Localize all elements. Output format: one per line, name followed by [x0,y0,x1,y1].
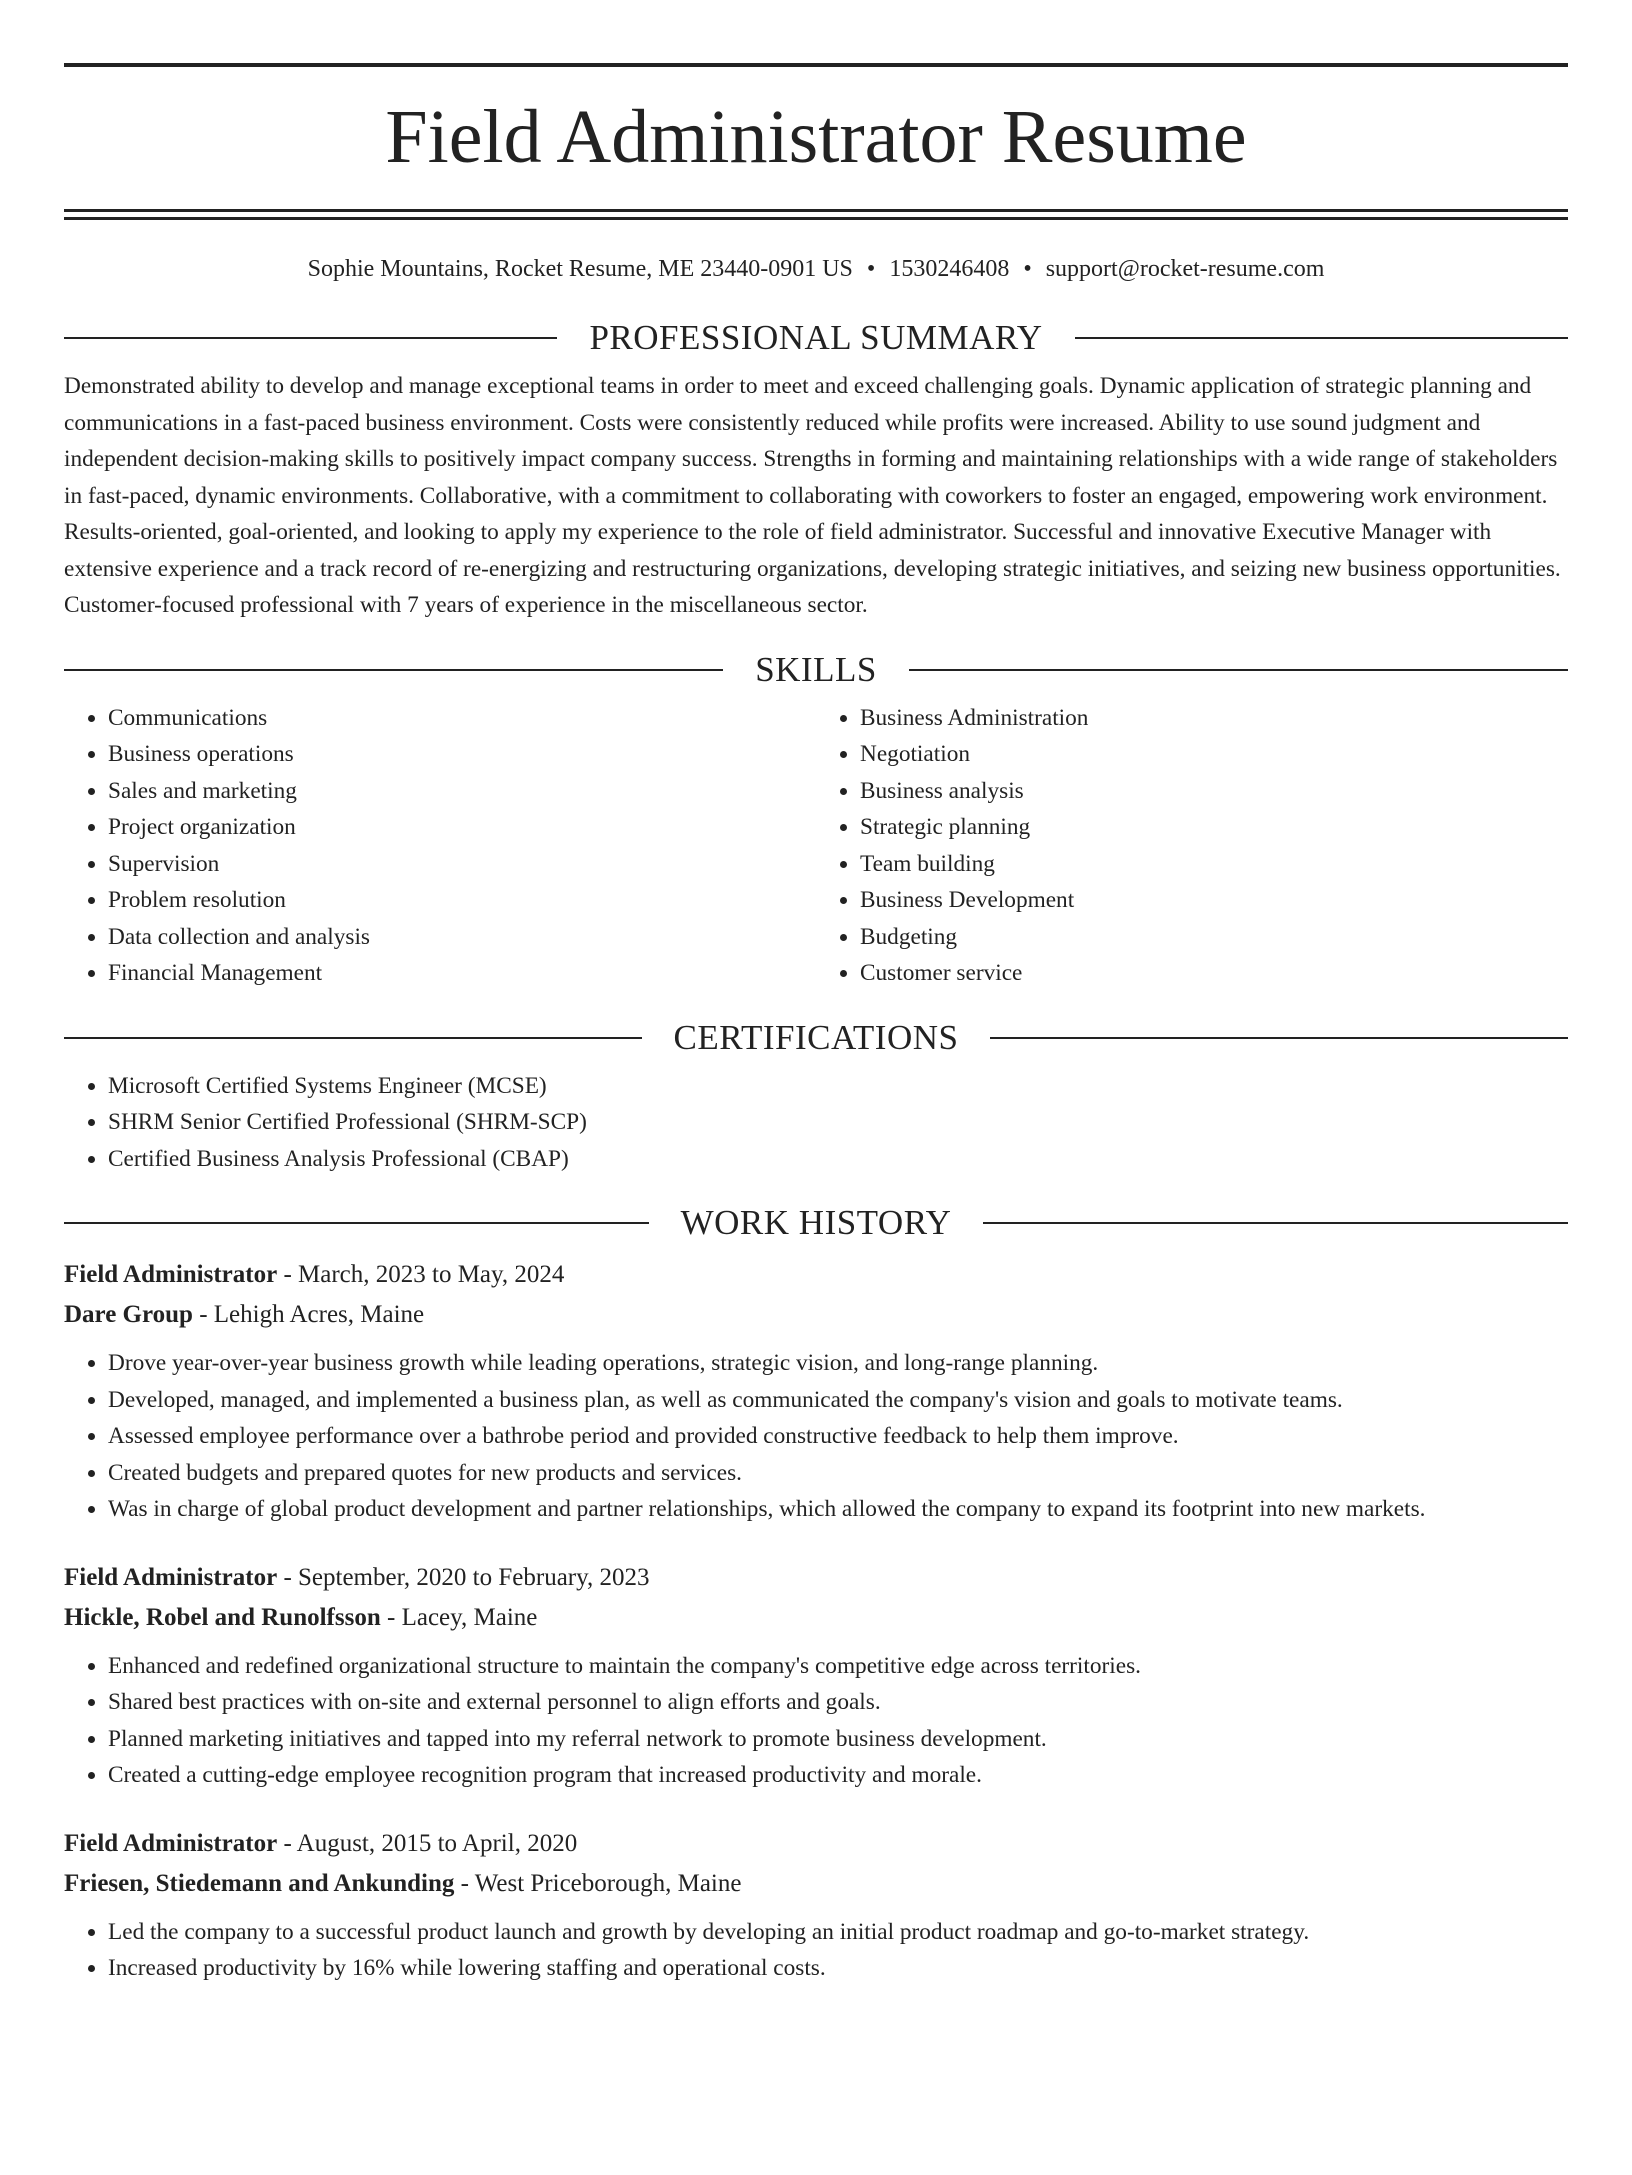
heading-rule [1075,337,1568,339]
heading-rule [64,337,557,339]
job-bullet: • Assessed employee performance over a bathrobe period and provided constructive feedback to help them improve. [108,1418,1568,1455]
job-bullet: • Drove year-over-year business growth while leading operations, strategic vision, and long-range planning. [108,1345,1568,1382]
job-company: Dare Group [64,1301,193,1328]
job-title-line [64,1255,1568,1295]
contact-separator: • [1023,256,1032,282]
job-company: Friesen, Stiedemann and Ankunding [64,1869,455,1897]
skills-left-column [64,700,816,992]
section-heading-skills [64,650,1568,690]
skills-list [64,700,1568,992]
job-bullets [64,1914,1568,1987]
heading-rule [990,1037,1568,1039]
contact-phone: 1530246408 [889,256,1010,282]
resume-title: Field Administrator Resume [385,95,1247,179]
job-role: Field Administrator [64,1563,278,1591]
skill-item: • Negotiation [860,736,1568,773]
heading-rule [64,1222,649,1224]
job-company-line [64,1598,1568,1638]
contact-address: Sophie Mountains, Rocket Resume, ME 23440-0901 US [307,256,853,282]
heading-rule [909,669,1568,671]
job-dates: - March, 2023 to May, 2024 [277,1261,565,1288]
top-rule [64,63,1568,67]
job-company-line [64,1295,1568,1335]
contact-line [64,254,1568,284]
section-title: SKILLS [755,649,877,689]
job-title-line [64,1824,1568,1864]
heading-rule [64,669,723,671]
job-company: Hickle, Robel and Runolfsson [64,1603,381,1631]
job-location: - Lacey, Maine [380,1603,538,1631]
skill-item: • Communications [108,700,816,737]
title-double-rule [64,209,1568,220]
job-location: - West Priceborough, Maine [454,1869,742,1897]
skill-item: • Business Administration [860,700,1568,737]
job-bullet: • Shared best practices with on-site and external personnel to align efforts and goals. [108,1684,1568,1721]
job-role: Field Administrator [64,1829,278,1857]
heading-rule [983,1222,1568,1224]
skill-item: • Problem resolution [108,882,816,919]
job-entry [64,1255,1568,1528]
certifications-items [64,1068,1568,1178]
section-heading-work-history [64,1203,1568,1243]
certification-item: • SHRM Senior Certified Professional (SHRM-SCP) [108,1104,1568,1141]
job-bullet: • Was in charge of global product development and partner relationships, which allowed the company to expand its footprint into new markets. [108,1491,1568,1528]
heading-rule [64,1037,642,1039]
section-heading-certifications [64,1018,1568,1058]
skill-item: • Project organization [108,809,816,846]
skill-item: • Team building [860,846,1568,883]
certifications-list [64,1068,1568,1178]
section-title: CERTIFICATIONS [673,1017,959,1057]
certification-item: • Microsoft Certified Systems Engineer (MCSE) [108,1068,1568,1105]
job-entry [64,1824,1568,1987]
skill-item: • Financial Management [108,955,816,992]
skill-item: • Business operations [108,736,816,773]
skill-item: • Business Development [860,882,1568,919]
job-role: Field Administrator [64,1261,278,1288]
job-bullet: • Developed, managed, and implemented a business plan, as well as communicated the company's vision and goals to motivate teams. [108,1382,1568,1419]
skill-item: • Business analysis [860,773,1568,810]
job-bullet: • Planned marketing initiatives and tapped into my referral network to promote business development. [108,1721,1568,1758]
job-bullets [64,1345,1568,1528]
job-bullet: • Increased productivity by 16% while lowering staffing and operational costs. [108,1950,1568,1987]
job-bullet: • Led the company to a successful product launch and growth by developing an initial product roadmap and go-to-market strategy. [108,1914,1568,1951]
job-dates: - September, 2020 to February, 2023 [277,1563,650,1591]
job-dates: - August, 2015 to April, 2020 [277,1829,578,1857]
job-title-line [64,1558,1568,1598]
skill-item: • Customer service [860,955,1568,992]
job-location: - Lehigh Acres, Maine [192,1301,425,1328]
skill-item: • Budgeting [860,919,1568,956]
job-bullets [64,1648,1568,1794]
skills-right-column [816,700,1568,992]
job-entry [64,1558,1568,1794]
section-title: PROFESSIONAL SUMMARY [589,318,1043,357]
resume-page [0,63,1632,2175]
section-heading-summary [64,318,1568,358]
job-bullet: • Created budgets and prepared quotes for new products and services. [108,1455,1568,1492]
job-bullet: • Created a cutting-edge employee recognition program that increased productivity and morale. [108,1757,1568,1794]
skill-item: • Strategic planning [860,809,1568,846]
section-title: WORK HISTORY [680,1203,952,1242]
skill-item: • Supervision [108,846,816,883]
job-company-line [64,1864,1568,1904]
job-bullet: • Enhanced and redefined organizational structure to maintain the company's competitive edge across territories. [108,1648,1568,1685]
contact-email: support@rocket-resume.com [1045,256,1325,282]
contact-separator: • [866,256,876,282]
skill-item: • Data collection and analysis [108,919,816,956]
certification-item: • Certified Business Analysis Professional (CBAP) [108,1141,1568,1178]
skill-item: • Sales and marketing [108,773,816,810]
summary-text: Demonstrated ability to develop and manage exceptional teams in order to meet and exceed challenging goals. Dynamic application of strategic planning and communications in a fast-paced business environment. Costs were consistently reduced while profits were increased. Ability to use sound judgment and independent decision-making skills to positively impact company success. Strengths in forming and maintaining relationships with a wide range of stakeholders in fast-paced, dynamic environments. Collaborative, with a commitment to collaborating with coworkers to foster an engaged, empowering work environment. Results-oriented, goal-oriented, and looking to apply my experience to the role of field administrator. Successful and innovative Executive Manager with extensive experience and a track record of re-energizing and restructuring organizations, developing strategic initiatives, and seizing new business opportunities. Customer-focused professional with 7 years of experience in the miscellaneous sector. [64,373,1561,618]
